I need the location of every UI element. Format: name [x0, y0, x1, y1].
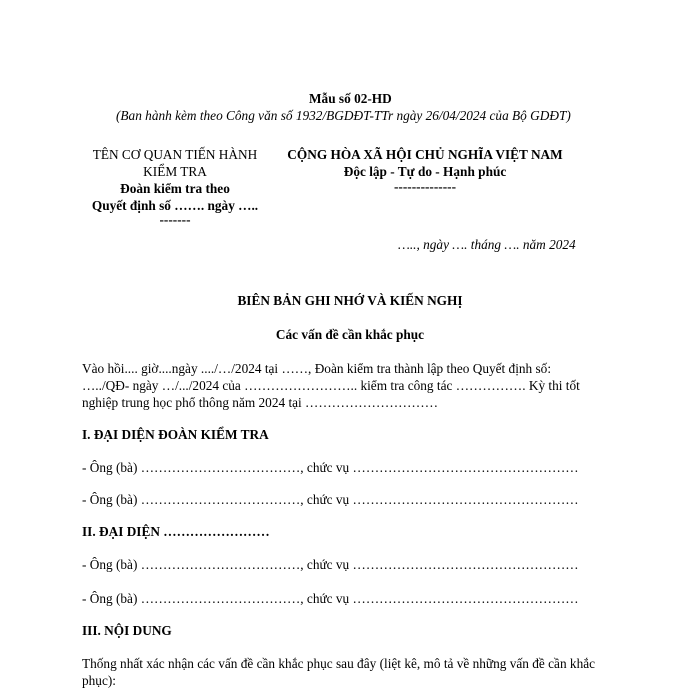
team-line1: Đoàn kiểm tra theo: [120, 181, 230, 196]
section3-heading: III. NỘI DUNG: [82, 623, 172, 638]
section3-text-line2: phục):: [82, 673, 116, 688]
national-motto: Độc lập - Tự do - Hạnh phúc: [343, 164, 507, 179]
section1-row-1: - Ông (bà) ………………………………, chức vụ ……………………………………………: [82, 460, 579, 475]
team-line2: Quyết định số ……. ngày …..: [91, 198, 259, 213]
intro-line2: …../QĐ- ngày …/.../2024 của …………………….. kiểm tra công tác ……………. Kỳ thi tốt: [82, 378, 580, 393]
country-name: CỘNG HÒA XÃ HỘI CHỦ NGHĨA VIỆT NAM: [287, 147, 563, 162]
issued-by-note: (Ban hành kèm theo Công văn số 1932/BGDĐT-TTr ngày 26/04/2024 của Bộ GDĐT): [116, 108, 571, 123]
section2-row-1: - Ông (bà) ………………………………, chức vụ ……………………………………………: [82, 557, 579, 572]
intro-line1: Vào hồi.... giờ....ngày ..../…/2024 tại ……, Đoàn kiểm tra thành lập theo Quyết định số:: [82, 361, 552, 376]
section1-row-2: - Ông (bà) ………………………………, chức vụ ……………………………………………: [82, 492, 579, 507]
agency-divider: -------: [159, 212, 191, 227]
date-line: ….., ngày …. tháng …. năm 2024: [398, 237, 576, 252]
agency-name-line1: TÊN CƠ QUAN TIẾN HÀNH: [92, 147, 258, 162]
section2-row-2: - Ông (bà) ………………………………, chức vụ ……………………………………………: [82, 591, 579, 606]
section1-heading: I. ĐẠI DIỆN ĐOÀN KIỂM TRA: [82, 427, 269, 442]
doc-title: BIÊN BẢN GHI NHỚ VÀ KIẾN NGHỊ: [237, 293, 463, 308]
motto-divider: --------------: [394, 179, 456, 194]
agency-name-line2: KIỂM TRA: [143, 164, 207, 179]
intro-line3: nghiệp trung học phổ thông năm 2024 tại …………………………: [82, 395, 439, 410]
section2-heading: II. ĐẠI DIỆN ……………………: [82, 524, 270, 539]
section3-text-line1: Thống nhất xác nhận các vấn đề cần khắc phục sau đây (liệt kê, mô tả về những vấn đề cần khắc: [82, 656, 596, 671]
form-number: Mẫu số 02-HD: [309, 91, 392, 106]
doc-subtitle: Các vấn đề cần khắc phục: [275, 327, 425, 342]
